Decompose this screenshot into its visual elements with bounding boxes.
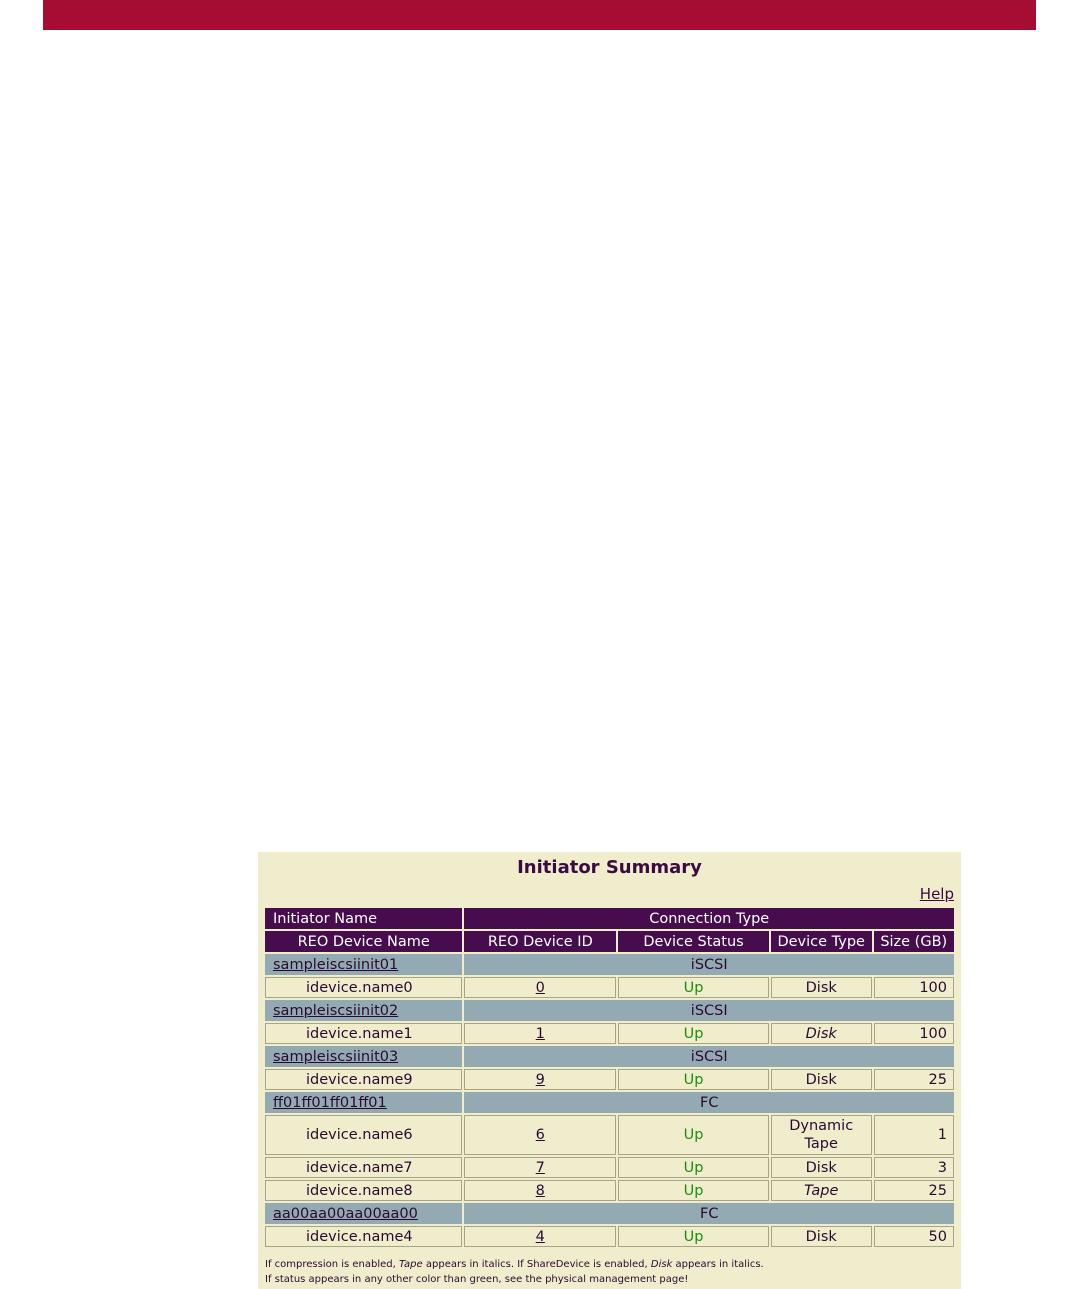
top-banner [43,0,1036,30]
header-device-type: Device Type [771,931,872,952]
device-id-link[interactable]: 7 [535,1159,545,1176]
device-row [265,977,954,998]
device-size-cell: 50 [874,1226,954,1247]
device-id-cell [464,1115,616,1155]
device-id-link[interactable]: 0 [535,979,545,996]
initiator-name-cell [265,1046,462,1067]
header-row-2 [265,931,954,952]
initiator-link[interactable]: aa00aa00aa00aa00 [273,1205,418,1222]
device-status-cell: Up [618,1115,769,1155]
device-status-cell: Up [618,1157,769,1178]
device-name-cell: idevice.name4 [265,1226,462,1247]
initiator-link[interactable]: sampleiscsiinit01 [273,956,399,973]
device-type-cell: Disk [771,977,872,998]
header-size-gb: Size (GB) [874,931,954,952]
device-size-cell: 25 [874,1069,954,1090]
device-id-link[interactable]: 6 [535,1127,545,1143]
initiator-name-cell [265,954,462,975]
device-row [265,1157,954,1178]
initiator-summary-panel [258,852,961,1289]
device-status-cell: Up [618,1023,769,1044]
initiator-group-row [265,1203,954,1224]
device-name-cell: idevice.name6 [265,1115,462,1155]
device-id-cell [464,1180,616,1201]
header-reo-device-name: REO Device Name [265,931,462,952]
device-type-cell: Disk [771,1069,872,1090]
device-name-cell: idevice.name7 [265,1157,462,1178]
header-connection-type: Connection Type [464,908,954,929]
header-device-status: Device Status [618,931,769,952]
device-row [265,1069,954,1090]
device-type-cell: Dynamic Tape [771,1115,872,1155]
initiator-link[interactable]: sampleiscsiinit03 [273,1048,399,1065]
device-id-link[interactable]: 1 [535,1025,545,1042]
header-reo-device-id: REO Device ID [464,931,616,952]
device-id-link[interactable]: 9 [535,1071,545,1088]
device-status-cell: Up [618,977,769,998]
footnotes [265,1257,764,1287]
initiator-group-row [265,954,954,975]
header-row-1 [265,908,954,929]
device-type-cell: Disk [771,1023,872,1044]
device-name-cell: idevice.name8 [265,1180,462,1201]
table-body [265,954,954,1247]
help-link[interactable]: Help [919,885,954,903]
device-name-cell: idevice.name0 [265,977,462,998]
device-id-cell [464,977,616,998]
device-size-cell: 100 [874,977,954,998]
header-initiator-name: Initiator Name [265,908,462,929]
initiator-summary-table [263,906,956,1249]
footnote-part: If compression is enabled, [265,1259,399,1270]
footnote-part: appears in italics. [672,1259,764,1270]
device-id-cell [464,1157,616,1178]
device-id-link[interactable]: 4 [535,1228,545,1245]
connection-type-cell: iSCSI [464,954,954,975]
device-status-cell: Up [618,1226,769,1247]
device-size-cell: 3 [874,1157,954,1178]
connection-type-cell: iSCSI [464,1000,954,1021]
device-type-cell: Disk [771,1157,872,1178]
connection-type-cell: FC [464,1203,954,1224]
device-name-cell: idevice.name1 [265,1023,462,1044]
initiator-group-row [265,1046,954,1067]
initiator-link[interactable]: sampleiscsiinit02 [273,1002,399,1019]
initiator-link[interactable]: ff01ff01ff01ff01 [273,1094,387,1111]
initiator-group-row [265,1000,954,1021]
device-id-cell [464,1023,616,1044]
device-row [265,1226,954,1247]
connection-type-cell: FC [464,1092,954,1113]
device-size-cell: 25 [874,1180,954,1201]
footnote-disk: Disk [650,1259,673,1270]
initiator-name-cell [265,1000,462,1021]
device-id-link[interactable]: 8 [535,1182,545,1199]
device-row [265,1115,954,1155]
initiator-name-cell [265,1092,462,1113]
connection-type-cell: iSCSI [464,1046,954,1067]
footnote-italics [265,1257,764,1272]
device-id-cell [464,1226,616,1247]
device-row [265,1180,954,1201]
device-status-cell: Up [618,1069,769,1090]
device-name-cell: idevice.name9 [265,1069,462,1090]
device-status-cell: Up [618,1180,769,1201]
footnote-status: If status appears in any other color than green, see the physical management page! [265,1274,689,1285]
device-size-cell: 100 [874,1023,954,1044]
device-type-cell: Tape [771,1180,872,1201]
footnote-tape: Tape [399,1259,423,1270]
initiator-name-cell [265,1203,462,1224]
initiator-group-row [265,1092,954,1113]
panel-title: Initiator Summary [517,857,702,878]
footnote-part: appears in italics. If ShareDevice is enabled, [422,1259,651,1270]
device-size-cell: 1 [874,1115,954,1155]
device-type-cell: Disk [771,1226,872,1247]
device-row [265,1023,954,1044]
device-id-cell [464,1069,616,1090]
